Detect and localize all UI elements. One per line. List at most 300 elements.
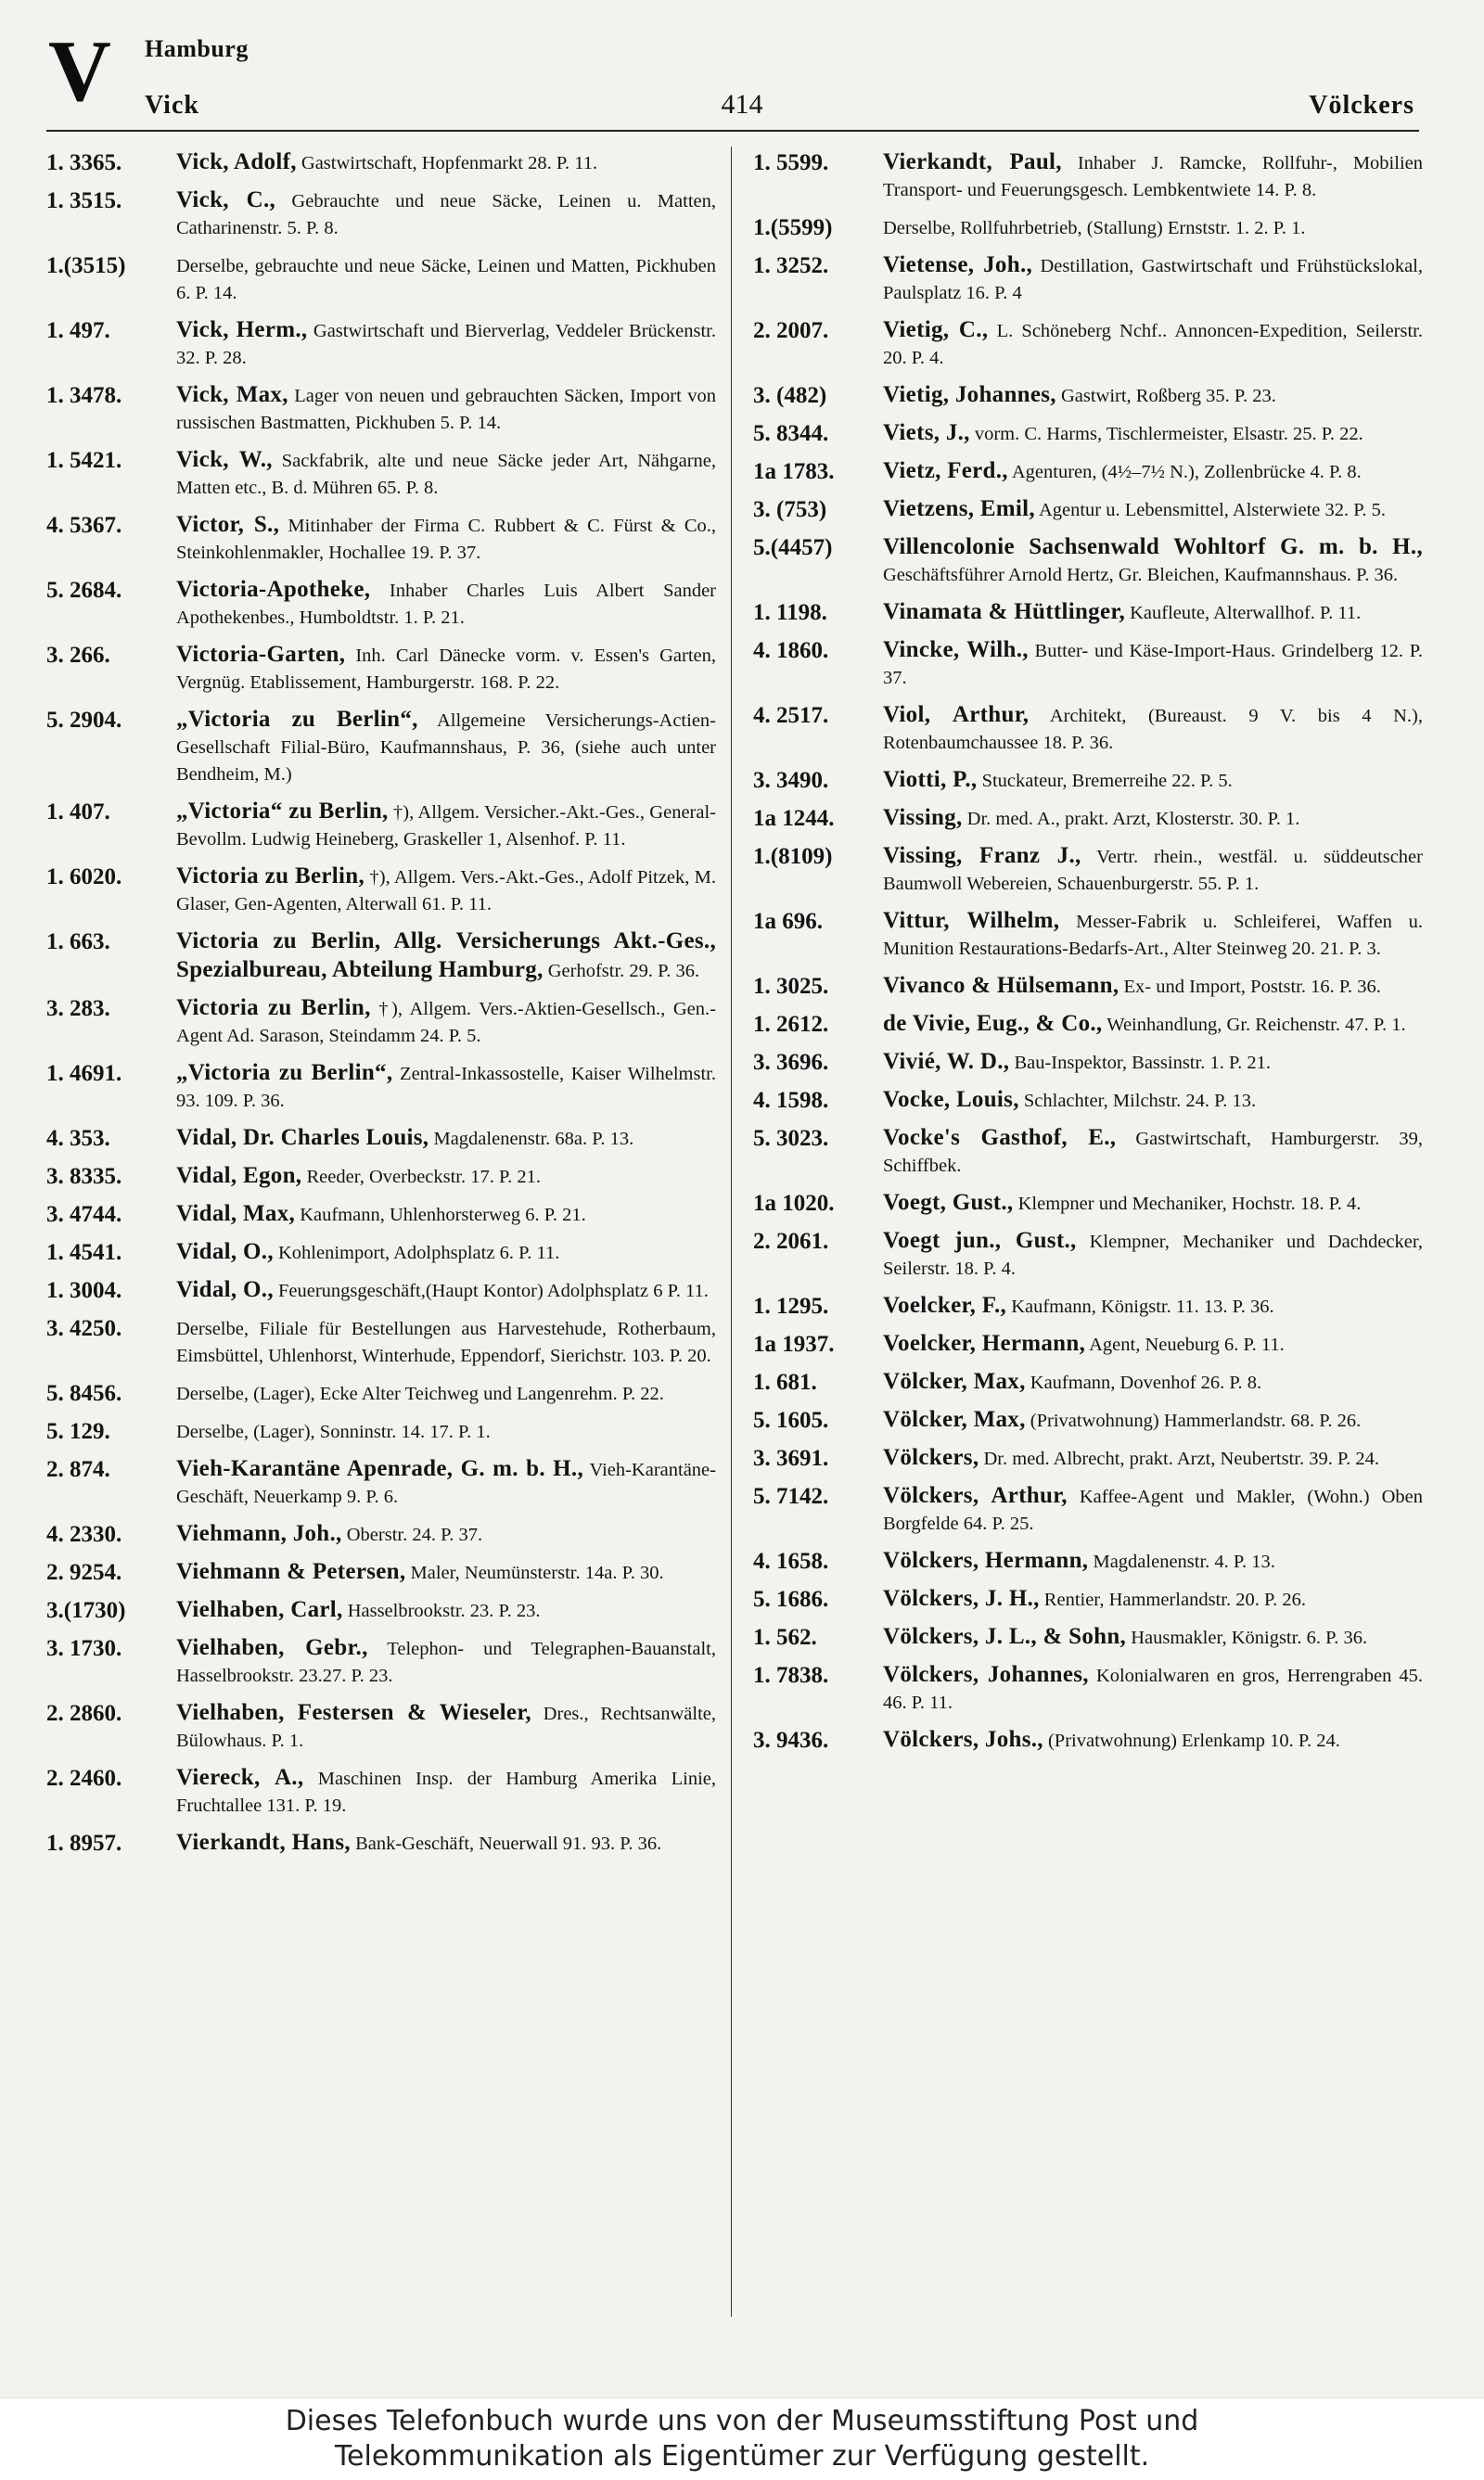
entry-details: Gerhofstr. 29. P. 36. [543, 961, 700, 981]
entry-details: Magdalenenstr. 68a. P. 13. [429, 1129, 634, 1149]
directory-entry [753, 1547, 1423, 1576]
phone-number: 3. (753) [753, 497, 827, 522]
entry-body [176, 511, 716, 567]
section-letter: V [48, 23, 111, 120]
phone-number: 5. 8344. [753, 421, 829, 446]
entry-body [883, 1444, 1423, 1473]
subscriber-name: Victoria zu Berlin, Allg. Versicherungs Akt.-Ges., Spezialbureau, Abteilung Hamburg, [176, 928, 716, 982]
footer-notice [0, 2397, 1484, 2480]
directory-entry [46, 1124, 716, 1153]
directory-entry [753, 1010, 1423, 1039]
entry-details: Agentur u. Lebensmittel, Alsterwiete 32. P. 5. [1034, 500, 1387, 520]
entry-details: L. Schöneberg Nchf.. Annoncen-Expedition, Seilerstr. 20. P. 4. [883, 321, 1423, 368]
phone-number: 4. 1598. [753, 1088, 829, 1113]
phone-number: 3. 266. [46, 643, 110, 668]
directory-entry [46, 1314, 716, 1370]
phone-number: 5. 2684. [46, 578, 122, 603]
entry-details: Reeder, Overbeckstr. 17. P. 21. [301, 1167, 542, 1187]
entry-body [176, 1162, 716, 1191]
subscriber-name: „Victoria zu Berlin“, [176, 1060, 393, 1085]
subscriber-name: Vivié, W. D., [883, 1049, 1010, 1074]
phone-number: 1.(3515) [46, 253, 126, 278]
entry-details: Klempner und Mechaniker, Hochstr. 18. P. 4. [1013, 1194, 1362, 1214]
directory-entry [753, 213, 1423, 242]
directory-entry [46, 1634, 716, 1690]
entry-body [883, 701, 1423, 757]
phone-number: 1. 5599. [753, 150, 829, 175]
entry-details: Derselbe, Filiale für Bestellungen aus Harvestehude, Rotherbaum, Eimsbüttel, Uhlenhorst, Winterhude, Eppendorf, Sierichstr. 103. P. 20. [176, 1319, 716, 1366]
subscriber-name: Völckers, Johannes, [883, 1662, 1089, 1687]
entry-body [176, 1764, 716, 1820]
entry-details: †), Allgem. Vers.-Akt.-Ges., Adolf Pitzek, M. Glaser, Gen-Agenten, Alterwall 61. P. 11. [176, 867, 716, 914]
directory-entry [46, 1417, 716, 1446]
subscriber-name: Viereck, A., [176, 1765, 304, 1790]
phone-number: 2. 2061. [753, 1229, 829, 1254]
phone-number: 5. 1686. [753, 1587, 829, 1612]
subscriber-name: Vissing, Franz J., [883, 843, 1081, 868]
subscriber-name: Viotti, P., [883, 767, 978, 792]
entry-details: Gastwirt, Roßberg 35. P. 23. [1055, 386, 1276, 406]
subscriber-name: Völcker, Max, [883, 1407, 1026, 1432]
entry-body [176, 576, 716, 632]
entry-body [176, 798, 716, 853]
subscriber-name: Völckers, Hermann, [883, 1548, 1089, 1573]
subscriber-name: Völcker, Max, [883, 1369, 1026, 1394]
directory-entry [46, 576, 716, 632]
page-number: 414 [721, 89, 763, 120]
phone-number: 1. 7838. [753, 1663, 829, 1688]
phone-number: 2. 2007. [753, 318, 829, 343]
entry-details: Kaufmann, Uhlenhorsterweg 6. P. 21. [295, 1205, 586, 1225]
subscriber-name: Vierkandt, Paul, [883, 149, 1062, 174]
directory-entry [753, 636, 1423, 692]
entry-details: Derselbe, gebrauchte und neue Säcke, Leinen und Matten, Pickhuben 6. P. 14. [176, 256, 716, 303]
subscriber-name: Vietz, Ferd., [883, 458, 1008, 483]
directory-entry [753, 1330, 1423, 1359]
entry-details: Geschäftsführer Arnold Hertz, Gr. Bleichen, Kaufmannshaus. P. 36. [883, 565, 1399, 585]
phone-number: 3. 4250. [46, 1316, 122, 1341]
entry-body [176, 251, 716, 307]
entry-details: Klempner, Mechaniker und Dachdecker, Seilerstr. 18. P. 4. [883, 1232, 1423, 1279]
subscriber-name: Vocke's Gasthof, E., [883, 1125, 1117, 1150]
entry-details: Derselbe, (Lager), Ecke Alter Teichweg und Langenrehm. P. 22. [176, 1384, 664, 1404]
phone-number: 1. 3478. [46, 383, 122, 408]
subscriber-name: Vielhaben, Carl, [176, 1597, 343, 1622]
phone-number: 3. 3696. [753, 1050, 829, 1075]
subscriber-name: Völckers, Johs., [883, 1727, 1043, 1752]
directory-entry [46, 706, 716, 788]
subscriber-name: Vinamata & Hüttlinger, [883, 599, 1125, 624]
entry-body [883, 842, 1423, 898]
entry-body [883, 148, 1423, 204]
entry-details: Messer-Fabrik u. Schleiferei, Waffen u. Munition Restaurations-Bedarfs-Art., Alter Steinweg 20. 21. P. 3. [883, 912, 1423, 959]
entry-body [883, 1086, 1423, 1115]
subscriber-name: Voegt, Gust., [883, 1190, 1014, 1215]
entry-body [883, 457, 1423, 486]
directory-entry [46, 1455, 716, 1511]
entry-body [883, 1189, 1423, 1218]
entry-body [176, 1829, 716, 1858]
entry-body [176, 1059, 716, 1115]
phone-number: 1. 3004. [46, 1278, 122, 1303]
directory-entry [753, 1661, 1423, 1717]
directory-entry [753, 316, 1423, 372]
directory-entry [46, 1699, 716, 1755]
subscriber-name: Viol, Arthur, [883, 702, 1030, 727]
directory-entry [46, 927, 716, 985]
entry-body [176, 1634, 716, 1690]
directory-entry [753, 1726, 1423, 1755]
entry-details: Dr. med. Albrecht, prakt. Arzt, Neubertstr. 39. P. 24. [979, 1449, 1379, 1469]
phone-number: 1. 562. [753, 1625, 817, 1650]
phone-number: 1. 3252. [753, 253, 829, 278]
subscriber-name: Völckers, J. H., [883, 1586, 1040, 1611]
phone-number: 1a 1244. [753, 806, 835, 831]
directory-entry [753, 1482, 1423, 1538]
entry-body [883, 316, 1423, 372]
entry-details: Derselbe, (Lager), Sonninstr. 14. 17. P. 1. [176, 1422, 491, 1442]
directory-entry [46, 1558, 716, 1587]
subscriber-name: Vick, Herm., [176, 317, 308, 342]
directory-entry [753, 457, 1423, 486]
directory-entry [753, 1623, 1423, 1652]
subscriber-name: Voegt jun., Gust., [883, 1228, 1077, 1253]
directory-entry [46, 1162, 716, 1191]
directory-entry [46, 1596, 716, 1625]
entry-body [176, 1314, 716, 1370]
entry-body [883, 1726, 1423, 1755]
entry-details: Agenturen, (4½–7½ N.), Zollenbrücke 4. P. 8. [1007, 462, 1362, 482]
directory-entry [753, 1368, 1423, 1397]
phone-number: 3. 3490. [753, 768, 829, 793]
directory-entry [46, 798, 716, 853]
entry-details: Inhaber J. Ramcke, Rollfuhr-, Mobilien Transport- und Feuerungsgesch. Lembkentwiete 14. P. 8. [883, 153, 1423, 200]
phone-number: 2. 2460. [46, 1766, 122, 1791]
entry-body [883, 1010, 1423, 1039]
entry-details: Lager von neuen und gebrauchten Säcken, Import von russischen Bastmatten, Pickhuben 5. P. 14. [176, 386, 717, 433]
subscriber-name: de Vivie, Eug., & Co., [883, 1011, 1103, 1036]
phone-number: 1a 1020. [753, 1191, 835, 1216]
entry-details: Feuerungsgeschäft,(Haupt Kontor) Adolphsplatz 6 P. 11. [273, 1281, 709, 1301]
entry-body [883, 636, 1423, 692]
entry-body [176, 1417, 716, 1446]
directory-entry [46, 446, 716, 502]
phone-number: 1. 3025. [753, 974, 829, 999]
subscriber-name: Viehmann, Joh., [176, 1521, 342, 1546]
directory-entry [46, 1829, 716, 1858]
directory-entry [753, 1227, 1423, 1283]
entry-details: Kohlenimport, Adolphsplatz 6. P. 11. [273, 1243, 560, 1263]
entry-details: vorm. C. Harms, Tischlermeister, Elsastr. 25. P. 22. [969, 424, 1363, 444]
directory-entry [46, 994, 716, 1050]
directory-entry [753, 972, 1423, 1001]
footer-line-2: Telekommunikation als Eigentümer zur Verfügung gestellt. [334, 2440, 1150, 2473]
phone-number: 1a 1937. [753, 1332, 835, 1357]
entry-details: Gebrauchte und neue Säcke, Leinen u. Matten, Catharinenstr. 5. P. 8. [176, 191, 716, 238]
phone-number: 3. 3691. [753, 1446, 829, 1471]
entry-details: Destillation, Gastwirtschaft und Frühstückslokal, Paulsplatz 16. P. 4 [883, 256, 1423, 303]
phone-number: 1. 3365. [46, 150, 122, 175]
subscriber-name: Voelcker, Hermann, [883, 1331, 1086, 1356]
entry-details: Vertr. rhein., westfäl. u. süddeutscher Baumwoll Webereien, Schauenburgerstr. 55. P. 1. [883, 847, 1423, 894]
phone-number: 3. 1730. [46, 1636, 122, 1661]
entry-body [883, 495, 1423, 524]
entry-body [883, 1482, 1423, 1538]
entry-body [883, 766, 1423, 795]
entry-details: Maschinen Insp. der Hamburg Amerika Linie, Fruchtallee 131. P. 19. [176, 1769, 716, 1816]
entry-body [883, 1661, 1423, 1717]
subscriber-name: Victoria zu Berlin, [176, 863, 365, 888]
directory-entry [753, 381, 1423, 410]
entry-details: Telephon- und Telegraphen-Bauanstalt, Hasselbrookstr. 23.27. P. 23. [176, 1639, 716, 1686]
entry-details: Kaufmann, Königstr. 11. 13. P. 36. [1006, 1297, 1274, 1317]
directory-entry [753, 1048, 1423, 1077]
phone-number: 5. 3023. [753, 1126, 829, 1151]
directory-entry [46, 186, 716, 242]
phone-number: 5. 2904. [46, 708, 122, 733]
entry-body [176, 863, 716, 918]
subscriber-name: Vierkandt, Hans, [176, 1830, 351, 1855]
entry-details: Kolonialwaren en gros, Herrengraben 45. 46. P. 11. [883, 1666, 1423, 1713]
entry-body [883, 1048, 1423, 1077]
entry-details: Rentier, Hammerlandstr. 20. P. 26. [1039, 1590, 1306, 1610]
left-column [46, 148, 716, 1867]
entry-details: Oberstr. 24. P. 37. [341, 1525, 483, 1545]
subscriber-name: Vivanco & Hülsemann, [883, 973, 1119, 998]
entry-details: Sackfabrik, alte und neue Säcke jeder Art, Nähgarne, Matten etc., B. d. Mühren 65. P. 8. [176, 451, 717, 498]
entry-details: Kaffee-Agent und Makler, (Wohn.) Oben Borgfelde 64. P. 25. [883, 1487, 1423, 1534]
directory-entry [46, 251, 716, 307]
entry-body [883, 419, 1423, 448]
subscriber-name: Vocke, Louis, [883, 1087, 1019, 1112]
entry-body [176, 1455, 716, 1511]
phone-number: 1. 4691. [46, 1061, 122, 1086]
phone-number: 4. 2330. [46, 1522, 122, 1547]
entry-details: Dres., Rechtsanwälte, Bülowhaus. P. 1. [176, 1704, 717, 1751]
subscriber-name: Völckers, J. L., & Sohn, [883, 1624, 1127, 1649]
entry-details: Gastwirtschaft, Hamburgerstr. 39, Schiffbek. [883, 1129, 1423, 1176]
directory-entry [46, 316, 716, 372]
right-column [753, 148, 1423, 1764]
subscriber-name: Vick, C., [176, 187, 276, 212]
phone-number: 5. 129. [46, 1419, 110, 1444]
phone-number: 1. 5421. [46, 448, 122, 473]
directory-entry [753, 419, 1423, 448]
entry-details: Agent, Neueburg 6. P. 11. [1085, 1335, 1285, 1355]
entry-details: Inh. Carl Dänecke vorm. v. Essen's Garten, Vergnüg. Etablissement, Hamburgerstr. 168. P. 22. [176, 646, 716, 693]
entry-details: Architekt, (Bureaust. 9 V. bis 4 N.), Rotenbaumchaussee 18. P. 36. [883, 706, 1424, 753]
subscriber-name: Vielhaben, Gebr., [176, 1635, 368, 1660]
subscriber-name: Vidal, Egon, [176, 1163, 302, 1188]
entry-body [883, 251, 1423, 307]
phone-number: 1. 2612. [753, 1012, 829, 1037]
directory-entry [46, 1200, 716, 1229]
phone-number: 4. 353. [46, 1126, 110, 1151]
subscriber-name: Vieh-Karantäne Apenrade, G. m. b. H., [176, 1456, 583, 1481]
directory-entry [46, 1238, 716, 1267]
subscriber-name: Victoria-Garten, [176, 642, 346, 667]
directory-entry [753, 1292, 1423, 1321]
entry-body [176, 1558, 716, 1587]
directory-entry [46, 511, 716, 567]
directory-entry [46, 1059, 716, 1115]
entry-body [883, 1585, 1423, 1614]
entry-details: Inhaber Charles Luis Albert Sander Apothekenbes., Humboldtstr. 1. P. 21. [176, 581, 716, 628]
entry-body [176, 316, 716, 372]
subscriber-name: Vielhaben, Festersen & Wieseler, [176, 1700, 531, 1725]
entry-body [176, 1699, 716, 1755]
subscriber-name: Viehmann & Petersen, [176, 1559, 406, 1584]
phone-number: 5. 8456. [46, 1381, 122, 1406]
directory-entry [753, 907, 1423, 963]
entry-body [883, 1292, 1423, 1321]
phone-number: 3. 9436. [753, 1728, 829, 1753]
phone-number: 1. 1295. [753, 1294, 829, 1319]
subscriber-name: Viets, J., [883, 420, 970, 445]
entry-details: Dr. med. A., prakt. Arzt, Klosterstr. 30. P. 1. [962, 809, 1300, 829]
phone-number: 1.(5599) [753, 215, 833, 240]
entry-body [176, 927, 716, 985]
phone-number: 4. 1860. [753, 638, 829, 663]
directory-entry [753, 251, 1423, 307]
entry-body [176, 994, 716, 1050]
phone-number: 5. 1605. [753, 1408, 829, 1433]
entry-body [883, 598, 1423, 627]
entry-details: Gastwirtschaft, Hopfenmarkt 28. P. 11. [296, 153, 598, 173]
entry-details: Butter- und Käse-Import-Haus. Grindelberg 12. P. 37. [883, 641, 1423, 688]
subscriber-name: Victor, S., [176, 512, 280, 537]
entry-body [176, 1200, 716, 1229]
phone-number: 1. 663. [46, 929, 110, 954]
directory-entry [753, 1189, 1423, 1218]
phone-number: 4. 2517. [753, 703, 829, 728]
entry-details: Bank-Geschäft, Neuerwall 91. 93. P. 36. [350, 1834, 662, 1854]
entry-body [176, 1379, 716, 1408]
phone-number: 3. 4744. [46, 1202, 122, 1227]
subscriber-name: Voelcker, F., [883, 1293, 1007, 1318]
directory-entry [46, 863, 716, 918]
phone-number: 1.(8109) [753, 844, 833, 869]
subscriber-name: Vietig, Johannes, [883, 382, 1056, 407]
footer-line-1: Dieses Telefonbuch wurde uns von der Museumsstiftung Post und [285, 2405, 1199, 2437]
entry-details: (Privatwohnung) Hammerlandstr. 68. P. 26. [1025, 1411, 1362, 1431]
phone-number: 4. 5367. [46, 513, 122, 538]
subscriber-name: Victoria-Apotheke, [176, 577, 371, 602]
entry-body [176, 1276, 716, 1305]
phone-number: 1. 8957. [46, 1831, 122, 1856]
subscriber-name: Vick, W., [176, 447, 273, 472]
entry-body [176, 148, 716, 177]
phone-number: 1. 681. [753, 1370, 817, 1395]
entry-details: Hausmakler, Königstr. 6. P. 36. [1126, 1628, 1368, 1648]
entry-body [883, 1227, 1423, 1283]
entry-body [176, 1520, 716, 1549]
entry-details: Mitinhaber der Firma C. Rubbert & C. Fürst & Co., Steinkohlenmakler, Hochallee 19. P. 37. [176, 516, 717, 563]
directory-entry [753, 148, 1423, 204]
entry-details: Stuckateur, Bremerreihe 22. P. 5. [977, 771, 1233, 791]
entry-details: Allgemeine Versicherungs-Actien-Gesellschaft Filial-Büro, Kaufmannshaus, P. 36, (siehe auch unter Bendheim, M.) [176, 710, 716, 785]
entry-body [176, 186, 716, 242]
entry-body [883, 1406, 1423, 1435]
entry-details: †), Allgem. Vers.-Aktien-Gesellsch., Gen.-Agent Ad. Sarason, Steindamm 24. P. 5. [176, 999, 716, 1046]
entry-details: Kaufleute, Alterwallhof. P. 11. [1125, 603, 1362, 623]
last-entry-running-head: Völckers [1309, 91, 1414, 120]
directory-entry [46, 1379, 716, 1408]
subscriber-name: Vidal, Max, [176, 1201, 296, 1226]
entry-details: Maler, Neumünsterstr. 14a. P. 30. [405, 1563, 664, 1583]
directory-entry [46, 641, 716, 697]
phone-number: 5. 7142. [753, 1484, 829, 1509]
subscriber-name: Vietense, Joh., [883, 252, 1033, 277]
entry-details: Gastwirtschaft und Bierverlag, Veddeler Brückenstr. 32. P. 28. [176, 321, 716, 368]
entry-body [883, 1547, 1423, 1576]
directory-entry [753, 533, 1423, 589]
subscriber-name: Völckers, [883, 1445, 979, 1470]
directory-entry [753, 598, 1423, 627]
directory-entry [46, 148, 716, 177]
subscriber-name: Vidal, Dr. Charles Louis, [176, 1125, 429, 1150]
subscriber-name: Vietig, C., [883, 317, 989, 342]
entry-details: Weinhandlung, Gr. Reichenstr. 47. P. 1. [1102, 1015, 1406, 1035]
entry-body [883, 381, 1423, 410]
subscriber-name: Vick, Adolf, [176, 149, 297, 174]
entry-details: Kaufmann, Dovenhof 26. P. 8. [1025, 1373, 1262, 1393]
directory-entry [753, 495, 1423, 524]
entry-body [176, 706, 716, 788]
entry-details: Ex- und Import, Poststr. 16. P. 36. [1119, 977, 1381, 997]
entry-body [883, 1124, 1423, 1180]
subscriber-name: Vick, Max, [176, 382, 288, 407]
subscriber-name: Vidal, O., [176, 1277, 274, 1302]
phone-number: 3. 283. [46, 996, 110, 1021]
entry-details: Schlachter, Milchstr. 24. P. 13. [1018, 1091, 1257, 1111]
entry-body [883, 213, 1423, 242]
directory-entry [46, 381, 716, 437]
entry-body [883, 907, 1423, 963]
phone-number: 1. 497. [46, 318, 110, 343]
phone-number: 5.(4457) [753, 535, 833, 560]
directory-entry [46, 1276, 716, 1305]
phone-number: 1. 407. [46, 799, 110, 825]
directory-entry [753, 701, 1423, 757]
directory-entry [753, 1406, 1423, 1435]
phone-number: 2. 874. [46, 1457, 110, 1482]
phone-number: 3.(1730) [46, 1598, 126, 1623]
subscriber-name: Völckers, Arthur, [883, 1483, 1068, 1508]
header-rule [46, 130, 1419, 132]
phone-number: 4. 1658. [753, 1549, 829, 1574]
subscriber-name: Victoria zu Berlin, [176, 995, 371, 1020]
phone-number: 3. (482) [753, 383, 827, 408]
subscriber-name: Vissing, [883, 805, 963, 830]
subscriber-name: Villencolonie Sachsenwald Wohltorf G. m. b. H., [883, 534, 1423, 559]
phone-number: 1. 1198. [753, 600, 827, 625]
subscriber-name: „Victoria zu Berlin“, [176, 707, 418, 732]
entry-details: Bau-Inspektor, Bassinstr. 1. P. 21. [1009, 1053, 1271, 1073]
entry-body [883, 533, 1423, 589]
directory-entry [753, 766, 1423, 795]
entry-body [176, 1124, 716, 1153]
phone-number: 1a 1783. [753, 459, 835, 484]
city-heading: Hamburg [145, 35, 249, 62]
entry-body [883, 804, 1423, 833]
phone-number: 2. 2860. [46, 1701, 122, 1726]
directory-entry [753, 1124, 1423, 1180]
directory-entry [753, 804, 1423, 833]
directory-entry [46, 1764, 716, 1820]
entry-details: Vieh-Karantäne-Geschäft, Neuerkamp 9. P. 6. [176, 1460, 716, 1507]
subscriber-name: „Victoria“ zu Berlin, [176, 799, 389, 824]
